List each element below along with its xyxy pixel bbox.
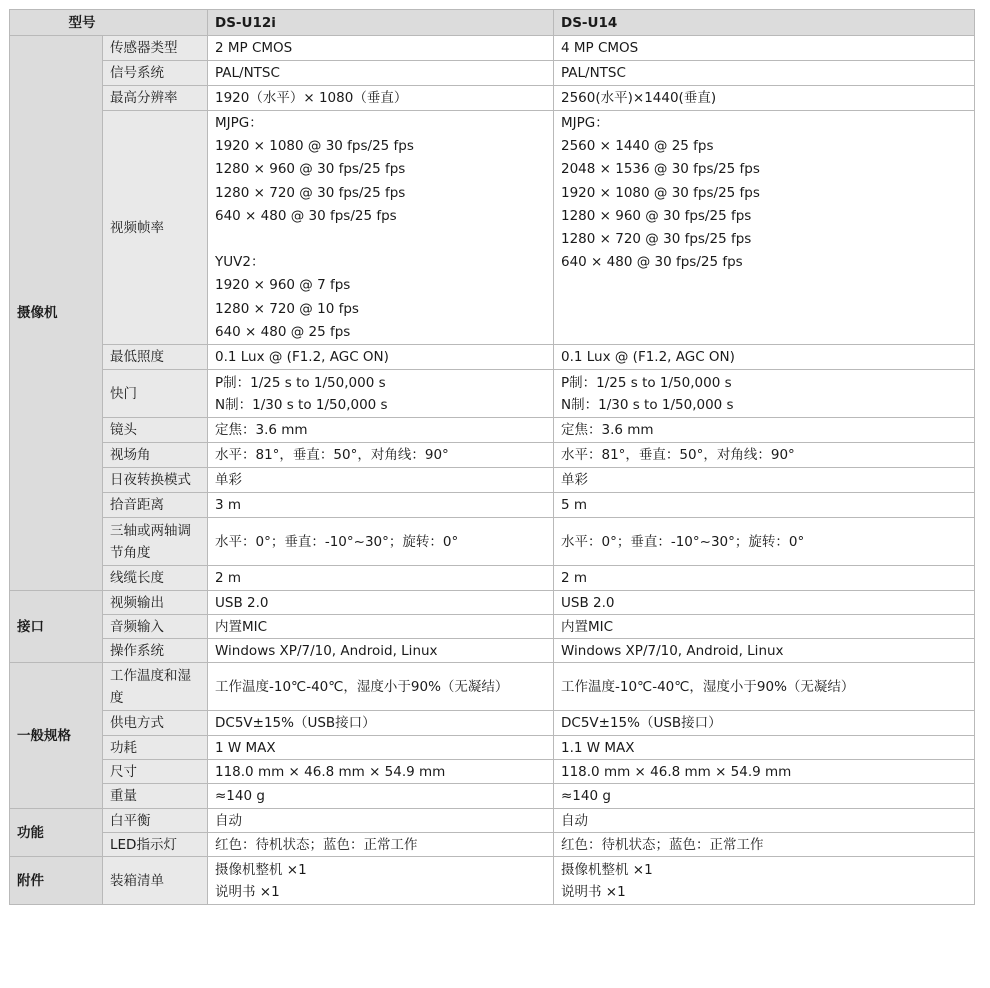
value-line: MJPG： (215, 115, 263, 131)
value-line: P制：1/25 s to 1/50,000 s (561, 374, 732, 391)
value-line (215, 228, 553, 251)
value-a: PAL/NTSC (208, 61, 554, 86)
value-b (554, 857, 975, 905)
param-line: 度 (110, 689, 124, 706)
row-resolution (10, 86, 975, 111)
row-sensor (10, 36, 975, 61)
param-label: 线缆长度 (103, 566, 208, 591)
param-label: 重量 (103, 784, 208, 809)
param-line: 三轴或两轴调 (110, 522, 191, 539)
value-a (208, 111, 554, 345)
value-a (208, 370, 554, 418)
param-line: 节角度 (110, 544, 151, 561)
param-label: 快门 (103, 370, 208, 418)
value-b: 红色：待机状态；蓝色：正常工作 (554, 833, 975, 857)
row-size (10, 760, 975, 784)
param-label: 白平衡 (103, 809, 208, 833)
value-a: ≈140 g (208, 784, 554, 809)
value-line: 摄像机整机 ×1 (561, 861, 653, 878)
row-signal (10, 61, 975, 86)
param-label: 视频帧率 (103, 111, 208, 345)
row-audio-in (10, 615, 975, 639)
value-b: Windows XP/7/10, Android, Linux (554, 639, 975, 663)
param-label: 供电方式 (103, 711, 208, 736)
value-a: 1 W MAX (208, 736, 554, 760)
value-line: P制：1/25 s to 1/50,000 s (215, 374, 386, 391)
value-a (208, 857, 554, 905)
value-line: 说明书 ×1 (215, 883, 280, 900)
group-general: 一般规格 (10, 663, 103, 809)
value-line: 1280 × 720 @ 30 fps/25 fps (215, 184, 406, 201)
spec-table (9, 9, 975, 905)
value-line: 1920 × 1080 @ 30 fps/25 fps (561, 184, 760, 201)
value-a: 水平：0°；垂直：-10°~30°；旋转：0° (208, 518, 554, 566)
value-b: 自动 (554, 809, 975, 833)
row-pickup (10, 493, 975, 518)
value-line: N制：1/30 s to 1/50,000 s (561, 396, 734, 413)
value-a: 自动 (208, 809, 554, 833)
row-shutter (10, 370, 975, 418)
row-weight (10, 784, 975, 809)
value-line: 640 × 480 @ 30 fps/25 fps (561, 254, 743, 271)
header-model-label: 型号 (10, 10, 208, 36)
value-a: 水平：81°，垂直：50°，对角线：90° (208, 443, 554, 468)
value-b: ≈140 g (554, 784, 975, 809)
param-label: 传感器类型 (103, 36, 208, 61)
value-a: 内置MIC (208, 615, 554, 639)
value-a: 定焦：3.6 mm (208, 418, 554, 443)
row-os (10, 639, 975, 663)
row-video-out (10, 591, 975, 615)
value-b: 定焦：3.6 mm (554, 418, 975, 443)
value-line: 摄像机整机 ×1 (215, 861, 307, 878)
value-a: 红色：待机状态；蓝色：正常工作 (208, 833, 554, 857)
group-function: 功能 (10, 809, 103, 857)
value-a: 单彩 (208, 468, 554, 493)
value-a: 3 m (208, 493, 554, 518)
row-axis (10, 518, 975, 566)
value-b: 2 m (554, 566, 975, 591)
value-line: N制：1/30 s to 1/50,000 s (215, 396, 388, 413)
value-b (554, 111, 975, 345)
value-line: 1280 × 720 @ 30 fps/25 fps (561, 231, 752, 248)
param-label: 最高分辨率 (103, 86, 208, 111)
value-b: 单彩 (554, 468, 975, 493)
group-accessory: 附件 (10, 857, 103, 905)
row-consumption (10, 736, 975, 760)
row-framerate (10, 111, 975, 345)
param-label: 功耗 (103, 736, 208, 760)
value-line: 640 × 480 @ 30 fps/25 fps (215, 207, 397, 224)
row-daynight (10, 468, 975, 493)
value-b: 1.1 W MAX (554, 736, 975, 760)
value-b: 工作温度-10℃-40℃，湿度小于90%（无凝结） (554, 663, 975, 711)
row-led (10, 833, 975, 857)
value-line: 1920 × 1080 @ 30 fps/25 fps (215, 138, 414, 155)
row-packing (10, 857, 975, 905)
row-temp (10, 663, 975, 711)
value-line: 2560 × 1440 @ 25 fps (561, 138, 714, 155)
value-b: 118.0 mm × 46.8 mm × 54.9 mm (554, 760, 975, 784)
param-line: 工作温度和湿 (110, 667, 191, 684)
param-label: 视频输出 (103, 591, 208, 615)
param-label: 拾音距离 (103, 493, 208, 518)
param-label: 镜头 (103, 418, 208, 443)
value-b: PAL/NTSC (554, 61, 975, 86)
value-line: 1280 × 720 @ 10 fps (215, 300, 359, 317)
value-b: 0.1 Lux @ (F1.2, AGC ON) (554, 345, 975, 370)
value-line: 1920 × 960 @ 7 fps (215, 277, 351, 294)
value-line: 说明书 ×1 (561, 883, 626, 900)
value-line: 1280 × 960 @ 30 fps/25 fps (215, 161, 406, 178)
row-illumination (10, 345, 975, 370)
value-line: 640 × 480 @ 25 fps (215, 323, 351, 340)
row-wb (10, 809, 975, 833)
param-label: 视场角 (103, 443, 208, 468)
row-power (10, 711, 975, 736)
value-b: 2560(水平)×1440(垂直) (554, 86, 975, 111)
value-line: 1280 × 960 @ 30 fps/25 fps (561, 207, 752, 224)
value-b: 水平：81°，垂直：50°，对角线：90° (554, 443, 975, 468)
value-a: Windows XP/7/10, Android, Linux (208, 639, 554, 663)
value-a: 118.0 mm × 46.8 mm × 54.9 mm (208, 760, 554, 784)
row-lens (10, 418, 975, 443)
value-a: 2 m (208, 566, 554, 591)
row-cable (10, 566, 975, 591)
value-b: DC5V±15%（USB接口） (554, 711, 975, 736)
row-fov (10, 443, 975, 468)
value-b (554, 370, 975, 418)
value-a: 2 MP CMOS (208, 36, 554, 61)
value-a: 工作温度-10℃-40℃，湿度小于90%（无凝结） (208, 663, 554, 711)
param-label (103, 518, 208, 566)
param-label: 操作系统 (103, 639, 208, 663)
value-line: 2048 × 1536 @ 30 fps/25 fps (561, 161, 760, 178)
param-label: 尺寸 (103, 760, 208, 784)
value-b: 水平：0°；垂直：-10°~30°；旋转：0° (554, 518, 975, 566)
value-a: 0.1 Lux @ (F1.2, AGC ON) (208, 345, 554, 370)
value-b: USB 2.0 (554, 591, 975, 615)
group-interface: 接口 (10, 591, 103, 663)
param-label: 装箱清单 (103, 857, 208, 905)
value-b: 内置MIC (554, 615, 975, 639)
header-model-a: DS-U12i (208, 10, 554, 36)
param-label: LED指示灯 (103, 833, 208, 857)
group-camera: 摄像机 (10, 36, 103, 591)
param-label: 最低照度 (103, 345, 208, 370)
value-a: USB 2.0 (208, 591, 554, 615)
header-model-b: DS-U14 (554, 10, 975, 36)
value-a: 1920（水平）× 1080（垂直） (208, 86, 554, 111)
param-label: 信号系统 (103, 61, 208, 86)
param-label: 音频输入 (103, 615, 208, 639)
value-line: MJPG： (561, 115, 609, 131)
header-row (10, 10, 975, 36)
param-label: 日夜转换模式 (103, 468, 208, 493)
value-b: 4 MP CMOS (554, 36, 975, 61)
value-b: 5 m (554, 493, 975, 518)
value-a: DC5V±15%（USB接口） (208, 711, 554, 736)
value-line: YUV2： (215, 254, 265, 271)
param-label (103, 663, 208, 711)
